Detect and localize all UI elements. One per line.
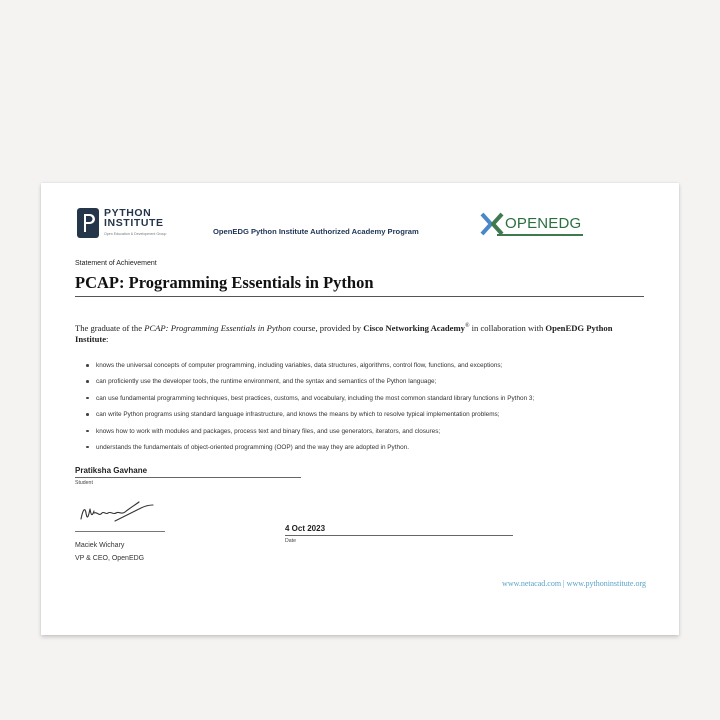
signer-name: Maciek Wichary bbox=[75, 542, 125, 549]
course-title: PCAP: Programming Essentials in Python bbox=[75, 273, 374, 292]
python-institute-logo bbox=[77, 208, 195, 240]
signature-image bbox=[75, 499, 167, 527]
intro-academy-name: Cisco Networking Academy bbox=[363, 323, 465, 333]
python-institute-tagline: Open Education & Development Group bbox=[104, 232, 167, 236]
openedg-wordmark: OPENEDG bbox=[505, 215, 582, 232]
student-line bbox=[75, 477, 301, 478]
statement-label: Statement of Achievement bbox=[75, 260, 157, 267]
program-title: OpenEDG Python Institute Authorized Academy Program bbox=[213, 227, 419, 236]
python-institute-wordmark: PYTHON INSTITUTE bbox=[104, 207, 164, 229]
date-line bbox=[285, 535, 513, 536]
title-divider bbox=[75, 296, 644, 297]
intro-institute-name: OpenEDG Python Institute bbox=[75, 323, 613, 344]
date-label: Date bbox=[285, 538, 296, 544]
intro-text: course, provided by bbox=[290, 323, 364, 333]
student-label: Student bbox=[75, 480, 93, 486]
skill-item: knows the universal concepts of computer programming, including variables, data structures, algorithms, control flow, functions, and exceptions; bbox=[86, 361, 658, 377]
student-name: Pratiksha Gavhane bbox=[75, 466, 148, 475]
intro-text: : bbox=[106, 334, 109, 344]
signature-line bbox=[75, 531, 165, 532]
skill-item: can write Python programs using standard language infrastructure, and knows the means by which to resolve typical implementation problems; bbox=[86, 410, 658, 426]
signer-title: VP & CEO, OpenEDG bbox=[75, 555, 145, 562]
intro-text: in collaboration with bbox=[469, 323, 546, 333]
skill-item: can proficiently use the developer tools, the runtime environment, and the syntax and semantics of the Python language; bbox=[86, 377, 658, 393]
certificate-sheet bbox=[41, 183, 679, 635]
completion-date: 4 Oct 2023 bbox=[285, 524, 326, 533]
skill-item: can use fundamental programming techniques, best practices, customs, and vocabulary, including the most common standard library functions in Python 3; bbox=[86, 394, 658, 410]
openedg-logo bbox=[479, 211, 589, 239]
registered-mark: ® bbox=[464, 323, 470, 330]
intro-paragraph bbox=[75, 323, 647, 345]
intro-course-name: PCAP: Programming Essentials in Python bbox=[144, 323, 291, 333]
skill-item: knows how to work with modules and packages, process text and binary files, and use generators, iterators, and closures; bbox=[86, 427, 658, 443]
skills-list bbox=[86, 361, 658, 459]
openedg-underline bbox=[497, 234, 583, 236]
python-institute-mark-icon bbox=[77, 208, 99, 238]
skill-item: understands the fundamentals of object-oriented programming (OOP) and the way they are adopted in Python. bbox=[86, 443, 658, 459]
intro-text: The graduate of the bbox=[75, 323, 145, 333]
footer-links[interactable]: www.netacad.com | www.pythoninstitute.org bbox=[502, 579, 646, 588]
